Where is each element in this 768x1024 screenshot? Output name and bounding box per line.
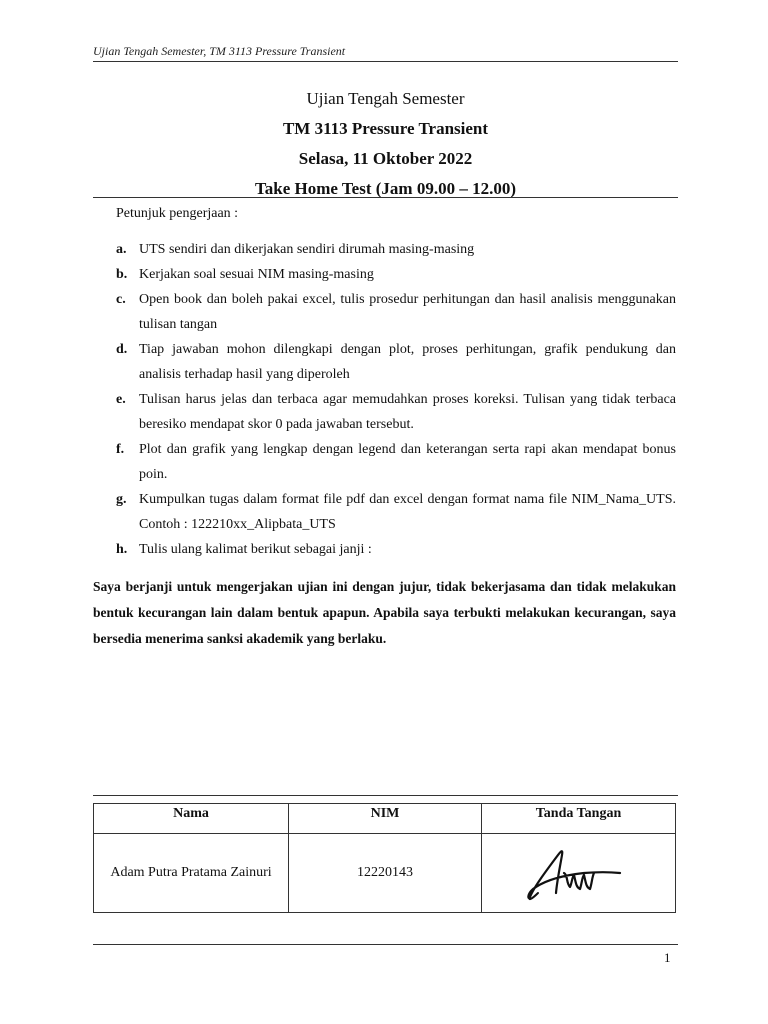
header-tanda-tangan: Tanda Tangan — [482, 804, 676, 834]
exam-title: Ujian Tengah Semester — [306, 89, 465, 108]
signature-image — [524, 843, 634, 903]
list-item-text: Kerjakan soal sesuai NIM masing-masing — [139, 267, 374, 282]
table-top-rule — [93, 795, 678, 796]
list-item-text: Tulisan harus jelas dan terbaca agar memudahkan proses koreksi. Tulisan yang tidak terbaca beresiko mendapat skor 0 pada jawaban tersebut. — [139, 392, 676, 432]
list-item-letter: h. — [116, 542, 128, 557]
title-rule — [93, 197, 678, 198]
list-item-letter: a. — [116, 242, 127, 257]
header-nama: Nama — [94, 804, 289, 834]
cell-nim: 12220143 — [289, 834, 482, 913]
page-number: 1 — [664, 950, 671, 965]
list-item — [116, 237, 676, 262]
list-item-text: Plot dan grafik yang lengkap dengan legend dan keterangan serta rapi akan mendapat bonus poin. — [139, 442, 676, 482]
pledge-statement: Saya berjanji untuk mengerjakan ujian ini dengan jujur, tidak bekerjasama dan tidak melakukan bentuk kecurangan lain dalam bentuk apapun. Apabila saya terbukti melakukan kecurangan, saya bersedia menerima sanksi akademik yang berlaku. — [93, 579, 676, 646]
list-item-text: UTS sendiri dan dikerjakan sendiri dirumah masing-masing — [139, 242, 475, 257]
list-item — [116, 487, 676, 537]
list-item-letter: d. — [116, 342, 128, 357]
footer-rule — [93, 944, 678, 945]
running-header: Ujian Tengah Semester, TM 3113 Pressure Transient — [93, 44, 346, 58]
list-item-letter: c. — [116, 292, 126, 307]
list-item — [116, 537, 676, 562]
list-item-letter: f. — [116, 442, 125, 457]
header-nim: NIM — [289, 804, 482, 834]
list-item-text: Open book dan boleh pakai excel, tulis prosedur perhitungan dan hasil analisis menggunakan tulisan tangan — [139, 292, 676, 332]
list-item-text: Tulis ulang kalimat berikut sebagai janji : — [139, 542, 372, 557]
list-item-text: Tiap jawaban mohon dilengkapi dengan plot, proses perhitungan, grafik pendukung dan analisis terhadap hasil yang diperoleh — [139, 342, 676, 382]
exam-time: Take Home Test (Jam 09.00 – 12.00) — [255, 179, 516, 198]
course-title: TM 3113 Pressure Transient — [282, 119, 489, 138]
list-item — [116, 262, 676, 287]
list-item-text: Kumpulkan tugas dalam format file pdf dan excel dengan format nama file NIM_Nama_UTS. Contoh : 122210xx_Alipbata_UTS — [139, 492, 676, 532]
table-header-row — [94, 804, 676, 834]
exam-date: Selasa, 11 Oktober 2022 — [298, 149, 473, 168]
list-item-letter: b. — [116, 267, 128, 282]
header-rule — [93, 61, 678, 62]
instructions-heading: Petunjuk pengerjaan : — [116, 206, 239, 221]
cell-nama: Adam Putra Pratama Zainuri — [94, 834, 289, 913]
list-item — [116, 437, 676, 487]
list-item — [116, 287, 676, 337]
list-item-letter: e. — [116, 392, 126, 407]
cell-signature — [482, 834, 676, 913]
list-item-letter: g. — [116, 492, 127, 507]
list-item — [116, 387, 676, 437]
table-row — [94, 834, 676, 913]
instructions-list — [116, 237, 676, 562]
title-block — [93, 84, 678, 204]
identity-table — [93, 803, 676, 913]
list-item — [116, 337, 676, 387]
